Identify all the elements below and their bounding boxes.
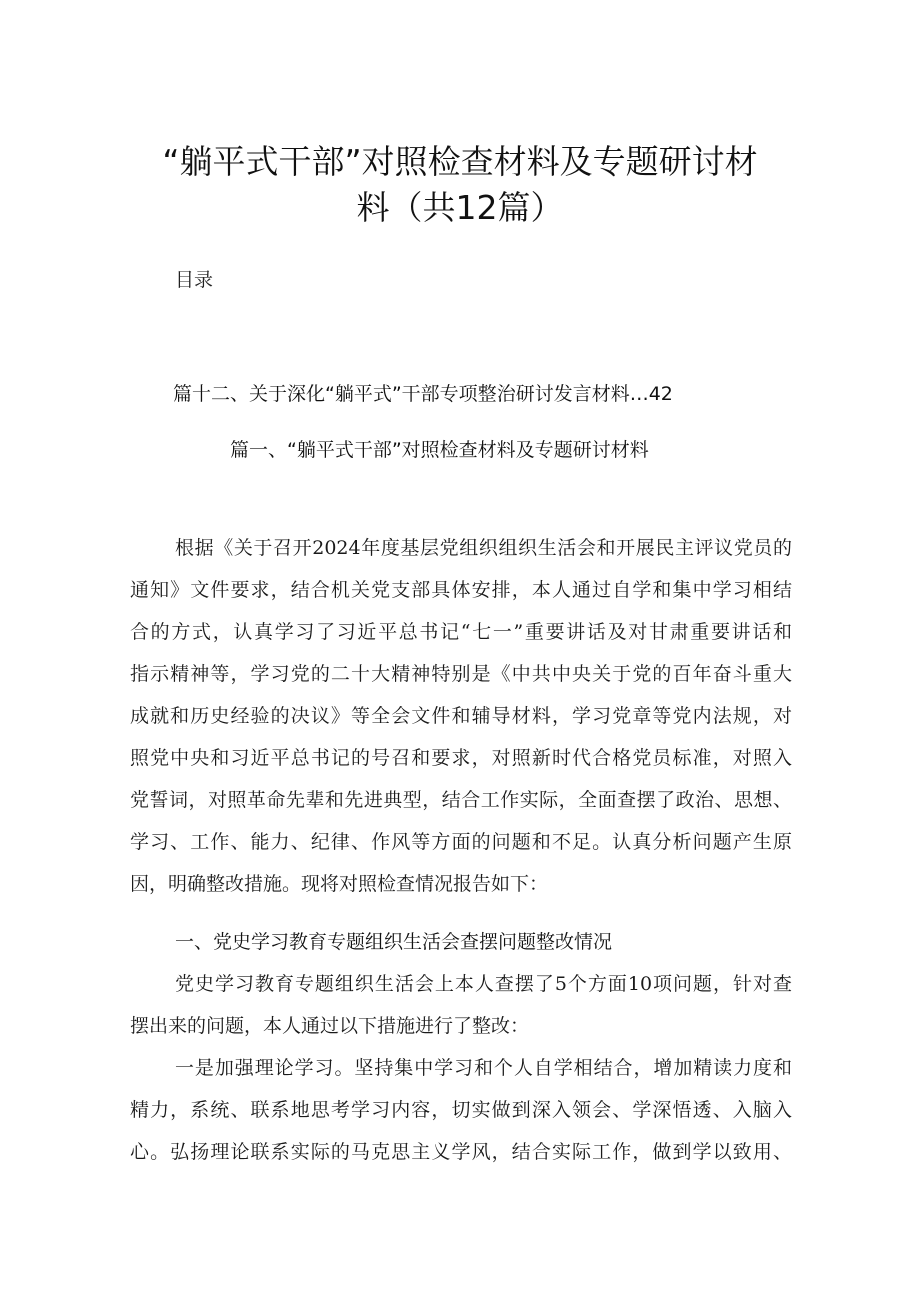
paragraph-1-line: 通知》文件要求，结合机关党支部具体安排，本人通过自学和集中学习相结 — [130, 579, 792, 601]
paragraph-3-line: 精力，系统、联系地思考学习内容，切实做到深入领会、学深悟透、入脑入 — [130, 1099, 792, 1121]
paragraph-1-line: 成就和历史经验的决议》等全会文件和辅导材料，学习党章等党内法规，对 — [130, 705, 792, 727]
paragraph-1-line: 学习、工作、能力、纪律、作风等方面的问题和不足。认真分析问题产生原 — [130, 831, 792, 853]
paragraph-1-line: 因，明确整改措施。现将对照检查情况报告如下： — [130, 873, 549, 895]
paragraph-2-line: 摆出来的问题，本人通过以下措施进行了整改： — [130, 1015, 530, 1037]
paragraph-1-line: 指示精神等，学习党的二十大精神特别是《中共中央关于党的百年奋斗重大 — [130, 663, 792, 685]
chapter-title: 篇一、“躺平式干部”对照检查材料及专题研讨材料 — [230, 439, 649, 461]
document-title-line-1: “躺平式干部”对照检查材料及专题研讨材 — [162, 142, 758, 181]
toc-label: 目录 — [175, 269, 214, 291]
paragraph-1-line: 合的方式，认真学习了习近平总书记“七一”重要讲话及对甘肃重要讲话和 — [130, 621, 792, 643]
paragraph-1-line: 根据《关于召开2024年度基层党组织组织生活会和开展民主评议党员的 — [175, 537, 792, 559]
paragraph-2-line: 党史学习教育专题组织生活会上本人查摆了5个方面10项问题，针对查 — [175, 973, 792, 995]
section-1-heading: 一、党史学习教育专题组织生活会查摆问题整改情况 — [175, 931, 613, 953]
paragraph-1-line: 党誓词，对照革命先辈和先进典型，结合工作实际，全面查摆了政治、思想、 — [130, 789, 792, 811]
paragraph-1-line: 照党中央和习近平总书记的号召和要求，对照新时代合格党员标准，对照入 — [130, 747, 792, 769]
paragraph-3-line: 心。弘扬理论联系实际的马克思主义学风，结合实际工作，做到学以致用、 — [130, 1141, 792, 1163]
toc-item[interactable]: 篇十二、关于深化“躺平式”干部专项整治研讨发言材料…42 — [173, 383, 673, 405]
document-title-line-2: 料（共12篇） — [356, 188, 564, 227]
paragraph-3-line: 一是加强理论学习。坚持集中学习和个人自学相结合，增加精读力度和 — [175, 1057, 792, 1079]
